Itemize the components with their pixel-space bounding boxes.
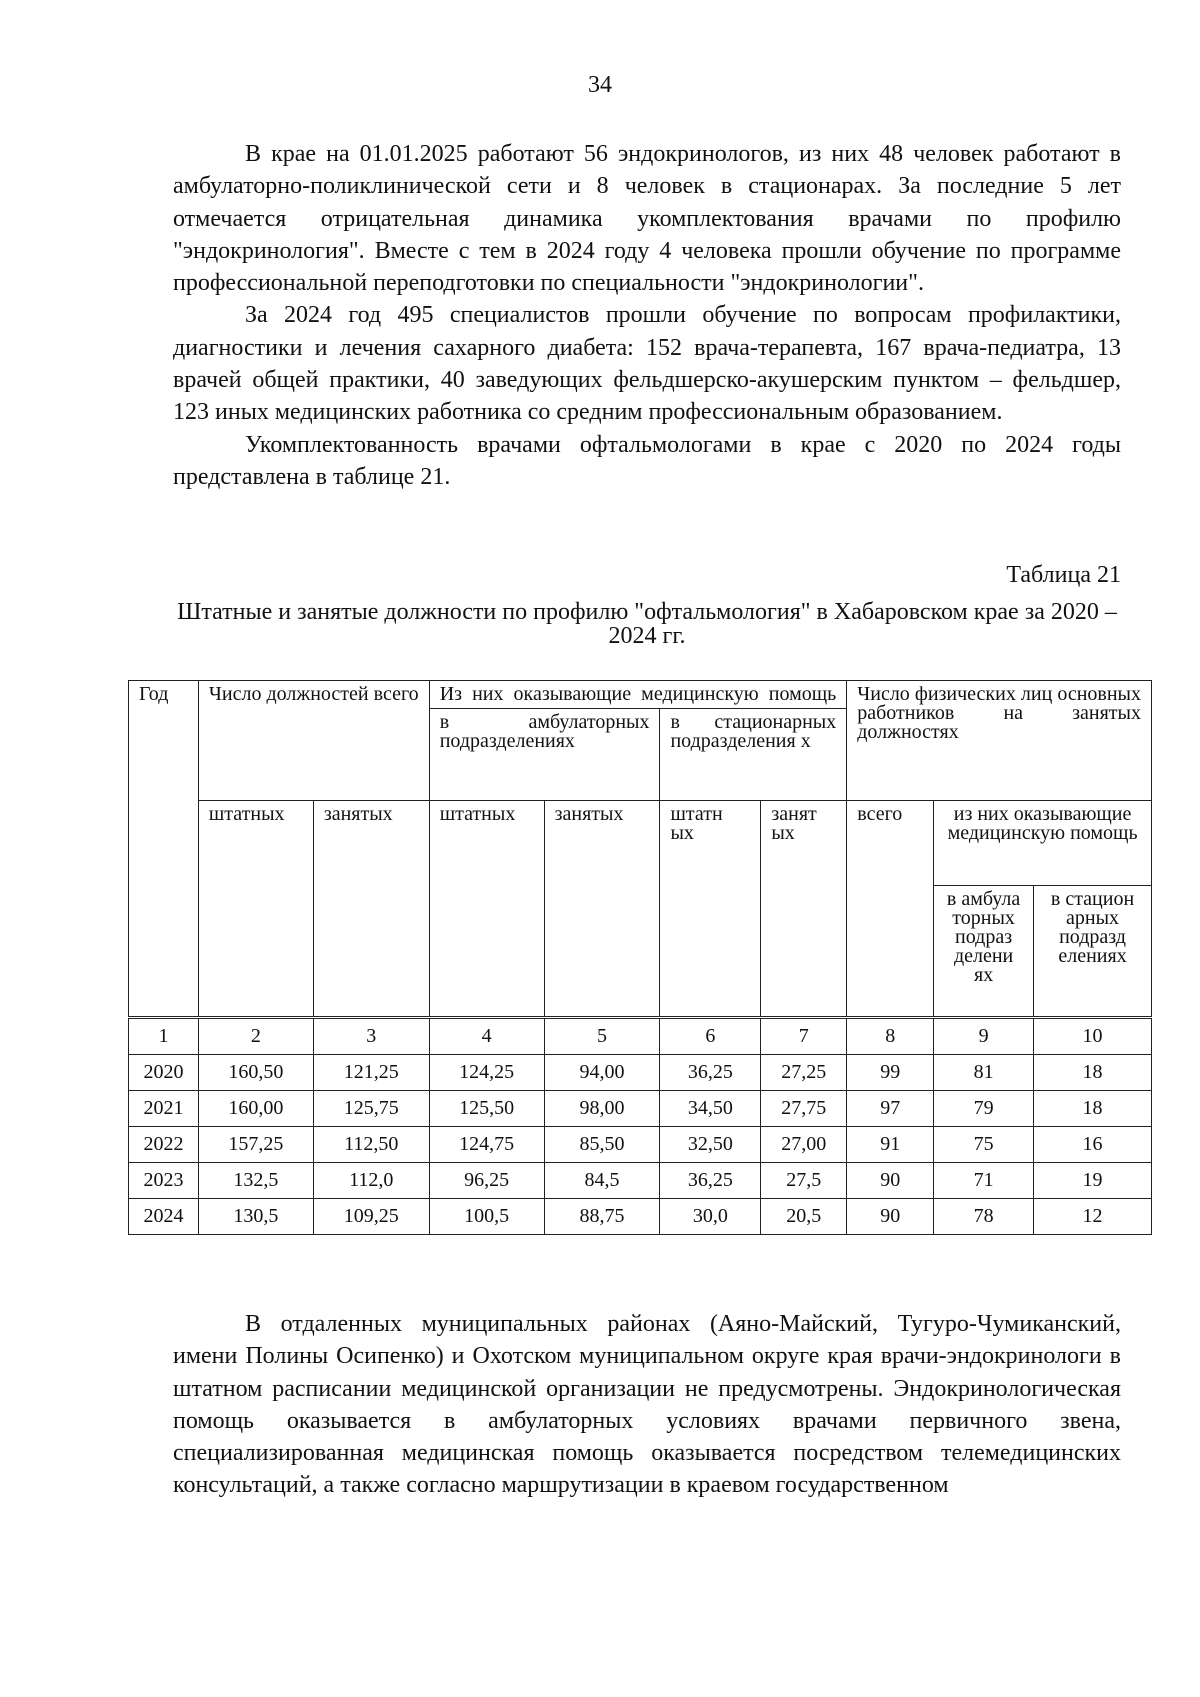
table-cell: 75	[934, 1127, 1034, 1163]
table-cell: 112,0	[313, 1163, 429, 1199]
table-cell: 19	[1034, 1163, 1152, 1199]
table-cell: 157,25	[198, 1127, 313, 1163]
column-number: 5	[544, 1018, 660, 1055]
cell-year: 2022	[129, 1127, 199, 1163]
column-number: 4	[429, 1018, 544, 1055]
column-number: 1	[129, 1018, 199, 1055]
header-ambulatory: в амбулаторных подразделениях	[429, 709, 660, 801]
paragraph: За 2024 год 495 специалистов прошли обучение по вопросам профилактики, диагностики и лечения сахарного диабета: 152 врача-терапевта, 167 врача-педиатра, 13 врачей общей практики, 40 заведующих фельдшерско-акушерским пунктом – фельдшер, 123 иных медицинских работника со средним профессиональным образованием.	[173, 302, 1121, 426]
table-row	[129, 1199, 1152, 1235]
header-occupied: занятых	[313, 801, 429, 1018]
table-row	[129, 1091, 1152, 1127]
header-year: Год	[129, 681, 199, 1018]
table-cell: 125,50	[429, 1091, 544, 1127]
table-header	[129, 681, 1152, 1055]
header-positions-total: Число должностей всего	[198, 681, 429, 801]
table-cell: 98,00	[544, 1091, 660, 1127]
table-cell: 97	[847, 1091, 934, 1127]
table-row	[129, 1127, 1152, 1163]
column-number: 2	[198, 1018, 313, 1055]
table-cell: 27,00	[761, 1127, 847, 1163]
header-staff: штатных	[198, 801, 313, 1018]
cell-year: 2020	[129, 1055, 199, 1091]
table-cell: 160,50	[198, 1055, 313, 1091]
table-cell: 78	[934, 1199, 1034, 1235]
column-number: 3	[313, 1018, 429, 1055]
table-cell: 81	[934, 1055, 1034, 1091]
table-cell: 16	[1034, 1127, 1152, 1163]
table-cell: 79	[934, 1091, 1034, 1127]
table-cell: 27,5	[761, 1163, 847, 1199]
column-number: 10	[1034, 1018, 1152, 1055]
table-cell: 71	[934, 1163, 1034, 1199]
table-cell: 84,5	[544, 1163, 660, 1199]
table-cell: 112,50	[313, 1127, 429, 1163]
paragraph: В крае на 01.01.2025 работают 56 эндокринологов, из них 48 человек работают в амбулаторно-поликлинической сети и 8 человек в стационарах. За последние 5 лет отмечается отрицательная динамика укомплектования врачами по профилю "эндокринология". Вместе с тем в 2024 году 4 человека прошли обучение по программе профессиональной переподготовки по специальности "эндокринологии".	[173, 141, 1121, 297]
table-cell: 85,50	[544, 1127, 660, 1163]
header-occupied: занятых	[544, 801, 660, 1018]
header-amb-narrow: в амбула торных подраз делени ях	[934, 886, 1034, 1018]
table-cell: 125,75	[313, 1091, 429, 1127]
table-row	[129, 1055, 1152, 1091]
table-cell: 18	[1034, 1055, 1152, 1091]
staffing-table	[128, 680, 1152, 1235]
table-cell: 109,25	[313, 1199, 429, 1235]
table-cell: 99	[847, 1055, 934, 1091]
paragraph: Укомплектованность врачами офтальмологами в крае с 2020 по 2024 годы представлена в таблице 21.	[173, 431, 1121, 490]
table-caption: Таблица 21	[1006, 562, 1121, 588]
table-cell: 27,25	[761, 1055, 847, 1091]
table-cell: 96,25	[429, 1163, 544, 1199]
header-staff-short: штатн ых	[660, 801, 761, 1018]
header-persons: Число физических лиц основных работников на занятых должностях	[847, 681, 1152, 801]
cell-year: 2024	[129, 1199, 199, 1235]
table-cell: 100,5	[429, 1199, 544, 1235]
paragraph: В отдаленных муниципальных районах (Аяно-Майский, Тугуро-Чумиканский, имени Полины Осипенко) и Охотском муниципальном округе края врачи-эндокринологи в штатном расписании медицинской организации не предусмотрены. Эндокринологическая помощь оказывается в амбулаторных условиях врачами первичного звена, специализированная медицинская помощь оказывается посредством телемедицинских консультаций, а также согласно маршрутизации в краевом государственном	[173, 1311, 1121, 1499]
cell-year: 2021	[129, 1091, 199, 1127]
table-cell: 90	[847, 1199, 934, 1235]
table-cell: 18	[1034, 1091, 1152, 1127]
table-cell: 132,5	[198, 1163, 313, 1199]
table-cell: 36,25	[660, 1163, 761, 1199]
header-stat-narrow: в стацион арных подразд елениях	[1034, 886, 1152, 1018]
column-number-row	[129, 1018, 1152, 1055]
page-number: 34	[588, 72, 612, 98]
column-number: 7	[761, 1018, 847, 1055]
outro-text	[173, 1308, 1121, 1502]
column-number: 8	[847, 1018, 934, 1055]
table-cell: 94,00	[544, 1055, 660, 1091]
table-cell: 20,5	[761, 1199, 847, 1235]
header-stationary: в стационарных подразделения х	[660, 709, 847, 801]
intro-text	[173, 138, 1121, 493]
table-cell: 91	[847, 1127, 934, 1163]
table-cell: 130,5	[198, 1199, 313, 1235]
table-cell: 121,25	[313, 1055, 429, 1091]
table-cell: 88,75	[544, 1199, 660, 1235]
column-number: 9	[934, 1018, 1034, 1055]
table-title: Штатные и занятые должности по профилю "офтальмология" в Хабаровском крае за 2020 – 2024 гг.	[177, 599, 1117, 649]
table-cell: 124,25	[429, 1055, 544, 1091]
table-cell: 32,50	[660, 1127, 761, 1163]
table-cell: 124,75	[429, 1127, 544, 1163]
cell-year: 2023	[129, 1163, 199, 1199]
header-med-help: Из них оказывающие медицинскую помощь	[429, 681, 847, 709]
header-total: всего	[847, 801, 934, 1018]
table-cell: 36,25	[660, 1055, 761, 1091]
header-staff: штатных	[429, 801, 544, 1018]
header-of-them-help: из них оказывающие медицинскую помощь	[934, 801, 1152, 886]
table-cell: 90	[847, 1163, 934, 1199]
table-cell: 12	[1034, 1199, 1152, 1235]
table-cell: 34,50	[660, 1091, 761, 1127]
header-occupied-short: занят ых	[761, 801, 847, 1018]
table-cell: 30,0	[660, 1199, 761, 1235]
table-cell: 160,00	[198, 1091, 313, 1127]
table-cell: 27,75	[761, 1091, 847, 1127]
column-number: 6	[660, 1018, 761, 1055]
table-row	[129, 1163, 1152, 1199]
